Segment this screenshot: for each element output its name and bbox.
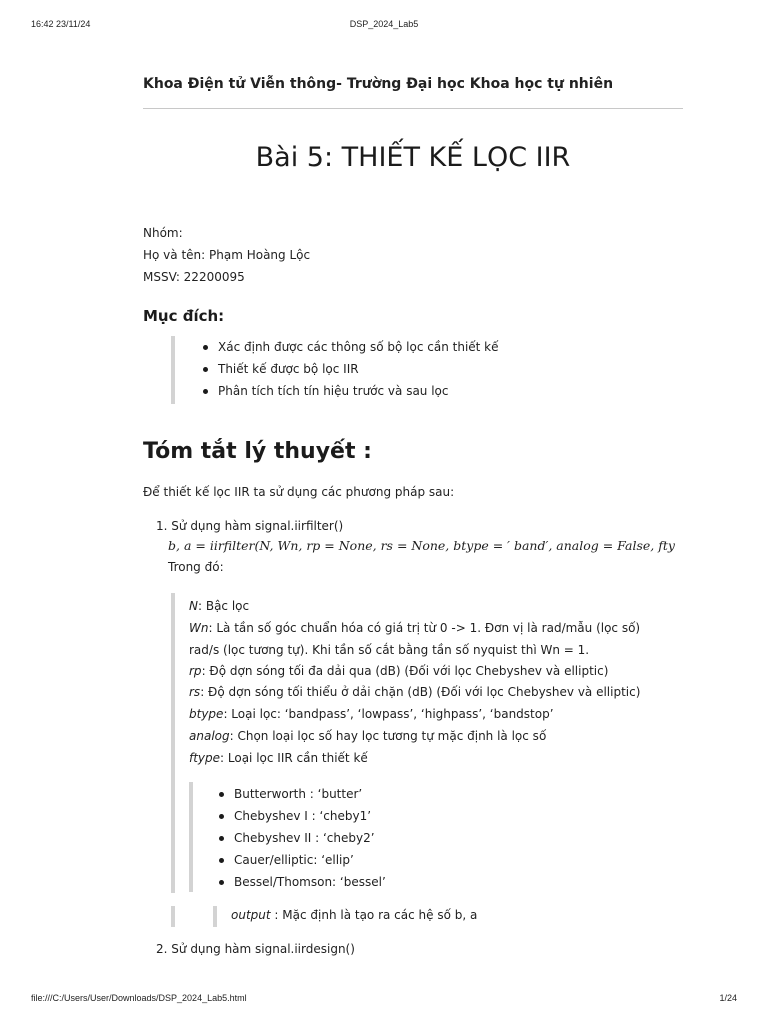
list-item: Bessel/Thomson: ‘bessel’ [219,871,386,893]
param-desc: : Bậc lọc [197,599,250,613]
param-desc: : Độ dợn sóng tối đa dải qua (dB) (Đối với lọc Chebyshev và elliptic) [201,664,609,678]
output-desc: : Mặc định là tạo ra các hệ số b, a [270,908,478,922]
param-name: analog [189,729,230,743]
iirfilter-formula: b, a = iirfilter(N, Wn, rp = None, rs = None, btype = ′ band′, analog = False, fty [168,538,675,553]
print-footer [0,993,768,1007]
method-1-number: 1. [156,519,168,533]
method-2 [156,942,355,956]
print-page-number: 1/24 [719,993,737,1003]
method-1 [156,519,343,533]
param-desc: : Độ dợn sóng tối thiểu ở dải chặn (dB) (Đối với lọc Chebyshev và elliptic) [200,685,641,699]
param-name: btype [189,707,224,721]
param-n [189,599,249,613]
print-header [0,19,768,33]
list-item: Phân tích tích tín hiệu trước và sau lọc [203,380,499,402]
output-note [231,908,477,922]
method-2-label: Sử dụng hàm signal.iirdesign() [171,942,355,956]
param-analog [189,729,546,743]
params-blockquote [171,593,687,893]
faculty-heading: Khoa Điện tử Viễn thông- Trường Đại học Khoa học tự nhiên [143,76,614,92]
param-btype [189,707,554,721]
ftype-list [219,783,386,893]
purpose-blockquote [171,336,655,404]
param-name: rs [189,685,201,699]
param-ftype [189,751,368,765]
purpose-heading: Mục đích: [143,307,225,325]
param-name: N [189,599,198,613]
param-wn [189,621,640,635]
method-1-label: Sử dụng hàm signal.iirfilter() [171,519,344,533]
group-label: Nhóm: [143,226,183,240]
param-desc: : Loại lọc IIR cần thiết kế [220,751,368,765]
purpose-list [203,336,499,402]
param-desc: : Chọn loại lọc số hay lọc tương tự mặc định là lọc số [229,729,547,743]
param-name: Wn [189,621,209,635]
param-rs [189,685,640,699]
param-wn-continued: rad/s (lọc tương tự). Khi tần số cắt bằng tần số nyquist thì Wn = 1. [189,643,590,657]
page-title: Bài 5: THIẾT KẾ LỌC IIR [255,142,571,173]
list-item: Butterworth : ‘butter’ [219,783,386,805]
param-name: ftype [189,751,221,765]
list-item: Xác định được các thông số bộ lọc cần thiết kế [203,336,499,358]
param-desc: : Là tần số góc chuẩn hóa có giá trị từ 0 -> 1. Đơn vị là rad/mẫu (lọc số) [208,621,641,635]
param-rp [189,664,608,678]
print-datetime: 16:42 23/11/24 [31,19,91,29]
ftype-blockquote [189,782,493,892]
output-blockquote-outer [171,906,687,927]
theory-intro: Để thiết kế lọc IIR ta sử dụng các phương pháp sau: [143,485,455,499]
print-doc-title: DSP_2024_Lab5 [349,19,419,29]
header-divider [143,108,683,109]
print-file-path: file:///C:/Users/User/Downloads/DSP_2024_Lab5.html [31,993,247,1003]
list-item: Thiết kế được bộ lọc IIR [203,358,499,380]
list-item: Chebyshev II : ‘cheby2’ [219,827,386,849]
param-desc: : Loại lọc: ‘bandpass’, ‘lowpass’, ‘highpass’, ‘bandstop’ [223,707,554,721]
student-id: MSSV: 22200095 [143,270,245,284]
list-item: Cauer/elliptic: ‘ellip’ [219,849,386,871]
student-name: Họ và tên: Phạm Hoàng Lộc [143,248,311,262]
output-name: output [231,908,271,922]
param-name: rp [189,664,202,678]
where-label: Trong đó: [168,560,224,574]
output-blockquote-inner [213,906,517,927]
theory-heading: Tóm tắt lý thuyết : [143,439,372,464]
list-item: Chebyshev I : ‘cheby1’ [219,805,386,827]
method-2-number: 2. [156,942,168,956]
